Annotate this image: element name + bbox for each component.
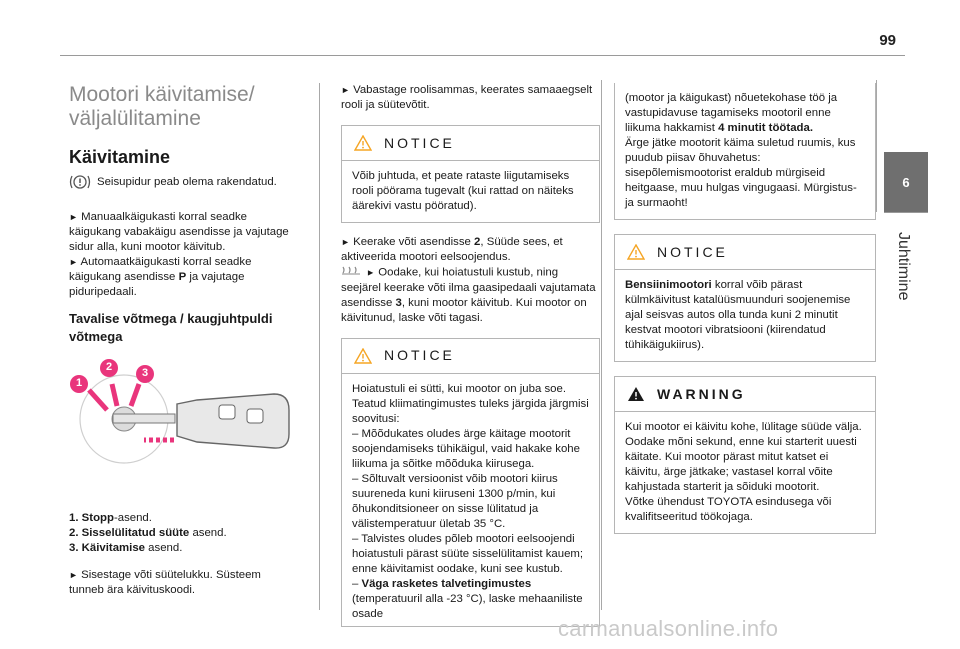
notice-triangle-icon xyxy=(354,135,372,151)
notice-triangle-icon xyxy=(354,348,372,364)
notice-line: – Talvistes oludes põleb mootori eelsoojendi hoiatustuli pärast süüte sisselülitamist kauem; enne käivitamist oodake, kuni see kustub. xyxy=(352,532,584,575)
positions-list xyxy=(69,511,296,556)
manual-gearbox-paragraph xyxy=(69,210,296,300)
arrow-bullet-icon: ► xyxy=(69,570,78,580)
auto-gearbox-tail: ja vajutage piduripedaali. xyxy=(69,271,245,298)
preheat-light-icon xyxy=(341,265,363,280)
list-item: 3. Käivitamise asend. xyxy=(69,542,183,554)
section-title xyxy=(69,83,296,131)
fob-button-lock xyxy=(219,405,235,419)
figure-label-2: 2 xyxy=(105,361,113,373)
turn-key-position: 2 xyxy=(474,236,481,248)
turn-key-tail: , Süüde sees, et aktiveerida mootori eelsoojendus. xyxy=(341,236,563,263)
notice-text: Võib juhtuda, et peate rataste liigutamiseks rooli pöörama tugevalt (kui rattad on näiteks äärekivi vastu pööratud). xyxy=(352,170,574,212)
info-text: Seisupidur peab olema rakendatud. xyxy=(97,176,277,188)
chapter-tab-label: Juhtimine xyxy=(895,232,912,301)
chapter-tab-divider xyxy=(884,212,928,213)
key-fob xyxy=(177,394,289,448)
warning-box xyxy=(614,376,876,534)
section-title-line2: väljalülitamine xyxy=(69,107,201,130)
notice-line: – Sõltuvalt versioonist võib mootori kiirus suureneda kuni kiiruseni 1300 p/min, kui õhukonditsioneer on sisse lülitatud ja välistemperatuur ületab 35 °C. xyxy=(352,472,558,530)
arrow-bullet-icon: ► xyxy=(341,85,350,95)
brake-warning-icon xyxy=(69,173,97,196)
chapter-tab-number[interactable]: 6 xyxy=(884,152,928,212)
auto-gearbox-position: P xyxy=(178,271,187,283)
arrow-position-1 xyxy=(89,390,107,410)
list-item: 1. Stopp-asend. xyxy=(69,512,152,524)
warning-body xyxy=(615,412,875,533)
figure-label-3: 3 xyxy=(141,367,149,379)
warning-line: Võtke ühendust TOYOTA esindusega või kvalifitseeritud töökojaga. xyxy=(625,496,832,523)
figure-label-1: 1 xyxy=(75,377,83,389)
ignition-key-illustration xyxy=(69,354,296,499)
steering-text: Vabastage roolisammas, keerates samaaegselt rooli ja süütevõtit. xyxy=(341,84,593,111)
notice-header xyxy=(615,235,875,270)
notice-box-1 xyxy=(341,125,600,223)
warning-title: WARNING xyxy=(657,385,746,402)
arrow-position-2 xyxy=(112,384,117,406)
column-1 xyxy=(69,83,296,606)
column-divider-middle xyxy=(601,80,602,610)
subheading-key: Tavalise võtmega / kaugjuhtpuldi võtmega xyxy=(69,311,273,344)
notice-box-2 xyxy=(341,338,600,627)
arrow-bullet-icon: ► xyxy=(366,267,376,278)
warning-triangle-icon xyxy=(627,386,645,402)
heading-starting: Käivitamine xyxy=(69,147,171,167)
notice-line: – Väga rasketes talvetingimustes (temperatuuril alla -23 °C), laske mehaaniliste osade xyxy=(352,577,583,620)
continued-text: (mootor ja käigukast) nõuetekohase töö ja vastupidavuse tagamiseks mootoril enne liikuma hakkamist 4 minutit töötada. Ärge jätke mootorit käima suletud ruumis, kus puudub piisav õhuvahetus: sisepõlemismootorist eraldub mürgiseid heitgaase, muu hulgas vingugaasi. Mürgistus-ja surmaoht! xyxy=(625,92,857,209)
column-divider-right xyxy=(876,80,877,212)
header-rule xyxy=(60,55,905,56)
notice-line: Hoiatustuli ei sütti, kui mootor on juba soe. xyxy=(352,382,567,395)
notice-title: NOTICE xyxy=(657,243,728,260)
parking-brake-note xyxy=(69,173,296,196)
column-divider-left xyxy=(319,83,320,610)
notice-triangle-icon xyxy=(627,244,645,260)
warning-line: Kui mootor ei käivitu kohe, lülitage süüde välja. xyxy=(625,421,862,433)
turn-key-text: Keerake võti asendisse xyxy=(353,236,471,248)
auto-gearbox-text: Automaatkäigukasti korral seadke käigukang asendisse xyxy=(69,256,252,283)
column-3 xyxy=(614,83,876,546)
arrow-bullet-icon: ► xyxy=(69,212,78,222)
notice-title: NOTICE xyxy=(384,134,455,151)
notice-body xyxy=(615,270,875,361)
key-blade xyxy=(113,414,175,423)
notice-line: Teatud kliimatingimustes tuleks järgida järgmisi soovitusi: xyxy=(352,397,589,425)
notice-body xyxy=(342,374,599,626)
wait-tail: , kuni mootor käivitub. Kui mootor on käivitunud, laske võti tagasi. xyxy=(341,296,587,324)
notice-body xyxy=(342,161,599,222)
notice-title: NOTICE xyxy=(384,347,455,364)
insert-key-paragraph xyxy=(69,568,296,598)
warning-header xyxy=(615,377,875,412)
notice-text: Bensiinimootori korral võib pärast külmkäivitust katalüüsmuunduri soojenemise ajal seisvas autos olla tunda kuni 2 minutit kestvat mootori vibratsiooni (kiirendatud tühikäigukiirus). xyxy=(625,279,851,351)
wait-position: 3 xyxy=(395,296,402,309)
notice-header xyxy=(342,339,599,374)
notice-line: – Mõõdukates oludes ärge käitage mootorit soojendamiseks tühikäigul, vaid hakake kohe liikuma ja sõitke mõõduka kiirusega. xyxy=(352,427,580,470)
warning-line: Oodake mõni sekund, enne kui starterit uuesti käitate. Kui mootor pärast mitut katset ei käivitu, ärge jätkake; vastasel korral võite kahjustada starterit ja sõiduki mootorit. xyxy=(625,436,857,493)
list-item: 2. Sisselülitatud süüte asend. xyxy=(69,527,227,539)
notice-header xyxy=(342,126,599,161)
arrow-bullet-icon: ► xyxy=(341,237,350,247)
continued-body xyxy=(615,83,875,219)
insert-key-text: Sisestage võti süütelukku. Süsteem tunneb ära käivituskoodi. xyxy=(69,569,261,596)
turn-key-paragraph xyxy=(341,235,600,326)
page-number: 99 xyxy=(879,32,896,49)
continued-box xyxy=(614,83,876,220)
section-title-line1: Mootori käivitamise/ xyxy=(69,83,255,106)
manual-gearbox-text: Manuaalkäigukasti korral seadke käigukang vabakäigu asendisse ja vajutage sidur alla, kuni mootor käivitub. xyxy=(69,211,289,253)
watermark: carmanualsonline.info xyxy=(558,616,779,641)
arrow-bullet-icon: ► xyxy=(69,257,78,267)
notice-box-3 xyxy=(614,234,876,362)
steering-paragraph xyxy=(341,83,600,113)
column-2 xyxy=(341,83,600,639)
wait-text: Oodake, kui hoiatustuli kustub, ning seejärel keerake võti ilma gaasipedaali vajutamata asendisse xyxy=(341,266,596,309)
arrow-position-3 xyxy=(131,384,139,406)
fob-button-unlock xyxy=(247,409,263,423)
